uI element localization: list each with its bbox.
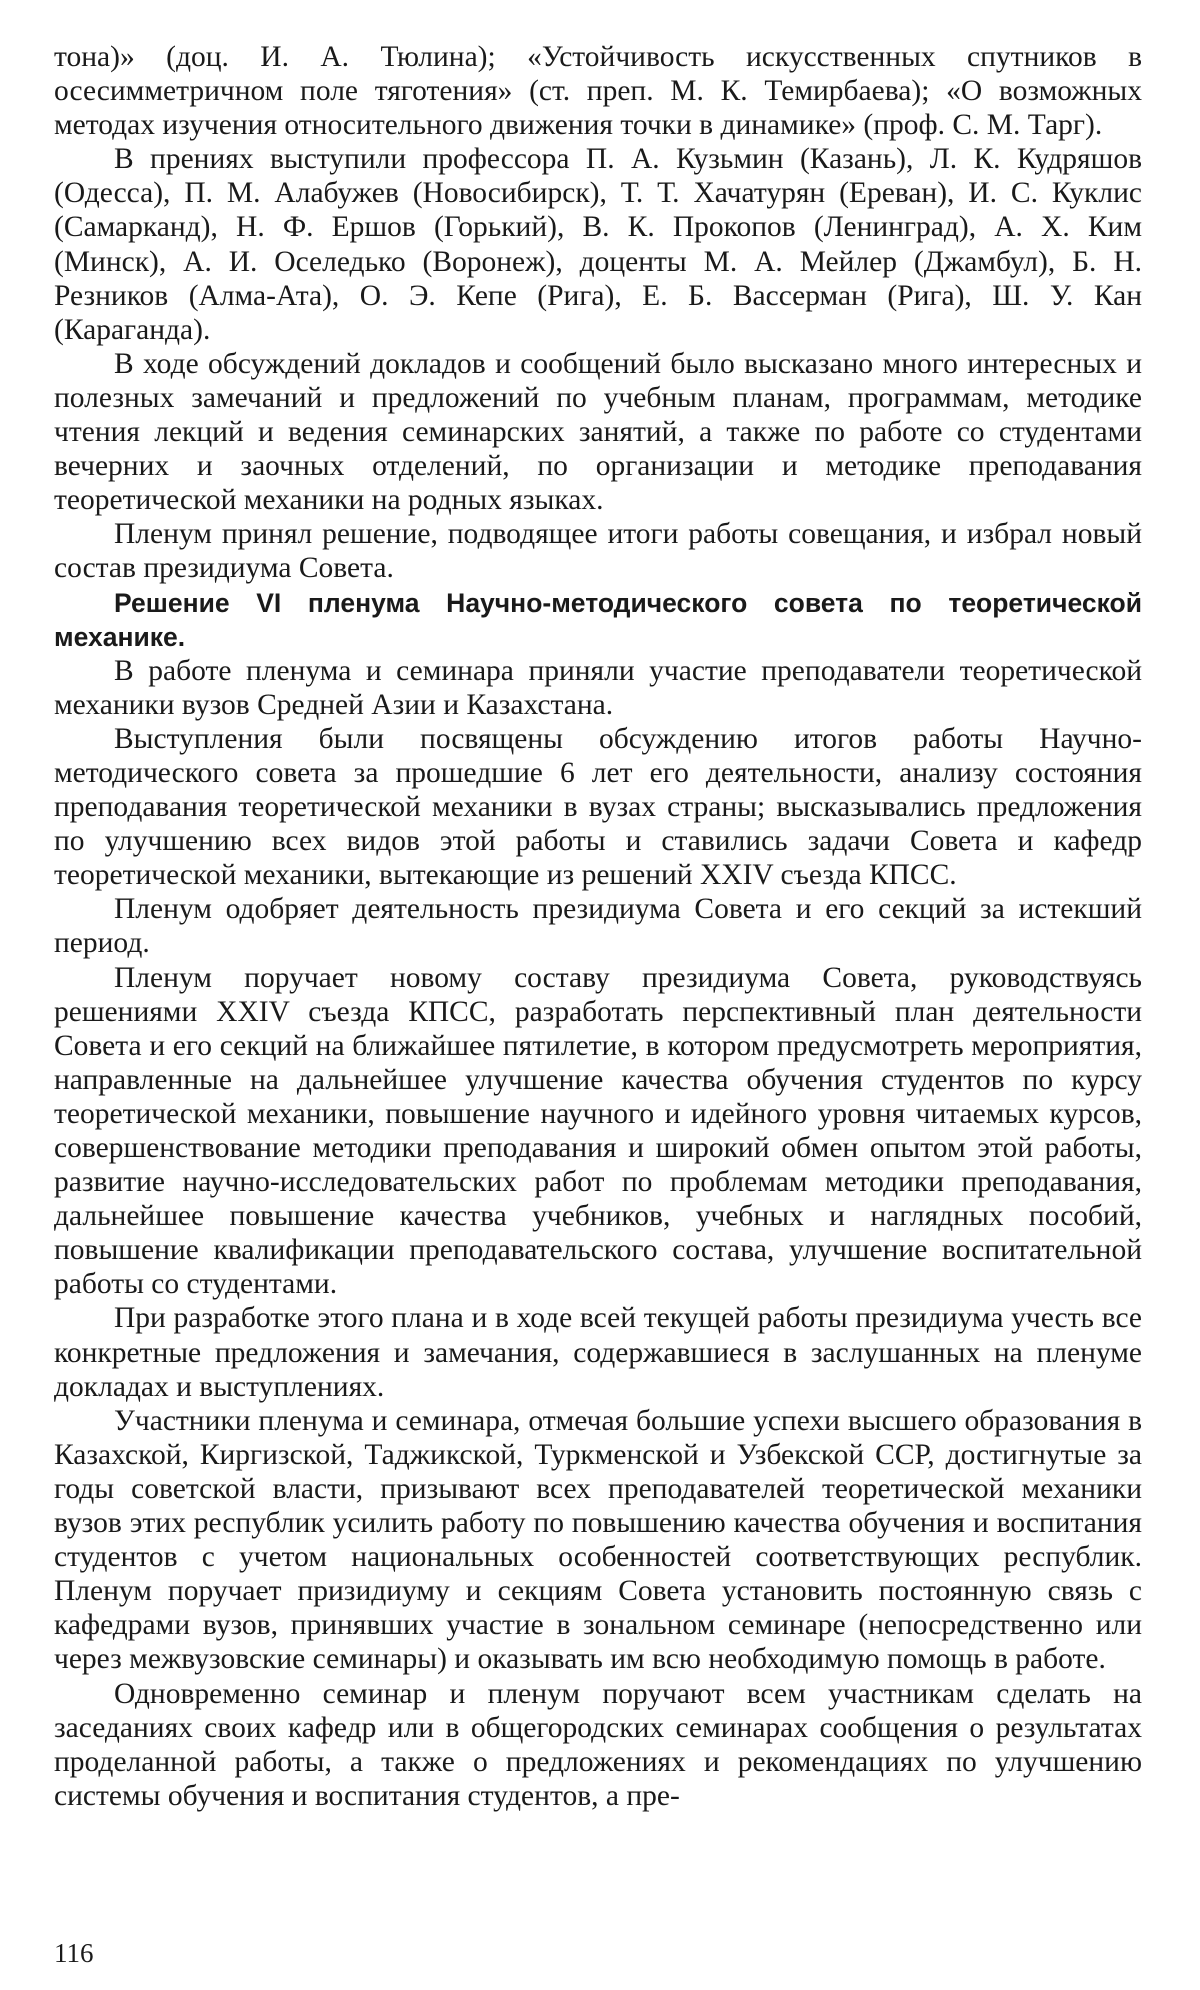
paragraph-plenum-decision: Пленум принял решение, подводящее итоги работы совещания, и избрал новый состав президиума Совета.: [54, 518, 1142, 585]
paragraph-reporting: Одновременно семинар и пленум поручают всем участникам сделать на заседаниях своих кафедр или в общегородских семинарах сообщения о результатах проделанной работы, а также о предложениях и рекомендациях по улучшению системы обучения и воспитания студентов, а пре-: [54, 1677, 1142, 1812]
page-number: 116: [54, 1938, 94, 1968]
paragraph-plan-proposals: При разработке этого плана и в ходе всей текущей работы президиума учесть все конкретные предложения и замечания, содержавшиеся в заслушанных на пленуме докладах и выступлениях.: [54, 1302, 1142, 1403]
section-heading: Решение VI пленума Научно-методического совета по теоретической механике.: [54, 587, 1142, 652]
paragraph-plan-assignment: Пленум поручает новому составу президиума Совета, руководствуясь решениями XXIV съезда КПСС, разработать перспективный план деятельности Совета и его секций на ближайшее пятилетие, в котором предусмотреть мероприятия, направленные на дальнейшее улучшение качества обучения студентов по курсу теоретической механики, повышение научного и идейного уровня читаемых курсов, совершенствование методики преподавания и широкий обмен опытом этой работы, развитие научно-исследовательских работ по проблемам методики преподавания, дальнейшее повышение качества учебников, учебных и наглядных пособий, повышение квалификации преподавательского состава, улучшение воспитательной работы со студентами.: [54, 961, 1142, 1301]
paragraph-report-titles: тона)» (доц. И. А. Тюлина); «Устойчивость искусственных спутников в осесимметричном поле тяготения» (ст. преп. М. К. Темирбаева); «О возможных методах изучения относительного движения точки в динамике» (проф. С. М. Тарг).: [54, 41, 1142, 142]
paragraph-debate-speakers: В прениях выступили профессора П. А. Кузьмин (Казань), Л. К. Кудряшов (Одесса), П. М. Алабужев (Новосибирск), Т. Т. Хачатурян (Ереван), И. С. Куклис (Самарканд), Н. Ф. Ершов (Горький), В. К. Прокопов (Ленинград), А. Х. Ким (Минск), А. И. Оселедько (Воронеж), доценты М. А. Мейлер (Джамбул), Б. Н. Резников (Алма-Ата), О. Э. Кепе (Рига), Е. Б. Вассерман (Рига), Ш. У. Кан (Караганда).: [54, 143, 1142, 346]
paragraph-participants: В работе пленума и семинара приняли участие преподаватели теоретической механики вузов Средней Азии и Казахстана.: [54, 654, 1142, 721]
paragraph-republics: Участники пленума и семинара, отмечая большие успехи высшего образования в Казахской, Киргизской, Таджикской, Туркменской и Узбекской ССР, достигнутые за годы советской власти, призывают всех преподавателей теоретической механики вузов этих республик усилить работу по повышению качества обучения и воспитания студентов с учетом национальных особенностей соответствующих республик. Пленум поручает призидиуму и секциям Совета установить постоянную связь с кафедрами вузов, принявших участие в зональном семинаре (непосредственно или через межвузовские семинары) и оказывать им всю необходимую помощь в работе.: [54, 1404, 1142, 1676]
paragraph-speeches: Выступления были посвящены обсуждению итогов работы Научно-методического совета за прошедшие 6 лет его деятельности, анализу состояния преподавания теоретической механики в вузах страны; высказывались предложения по улучшению всех видов этой работы и ставились задачи Совета и кафедр теоретической механики, вытекающие из решений XXIV съезда КПСС.: [54, 722, 1142, 892]
paragraph-discussion-remarks: В ходе обсуждений докладов и сообщений было высказано много интересных и полезных замечаний и предложений по учебным планам, программам, методике чтения лекций и ведения семинарских занятий, а также по работе со студентами вечерних и заочных отделений, по организации и методике преподавания теоретической механики на родных языках.: [54, 347, 1142, 517]
document-page: [54, 40, 1142, 1813]
paragraph-approval: Пленум одобряет деятельность президиума Совета и его секций за истекший период.: [54, 893, 1142, 960]
